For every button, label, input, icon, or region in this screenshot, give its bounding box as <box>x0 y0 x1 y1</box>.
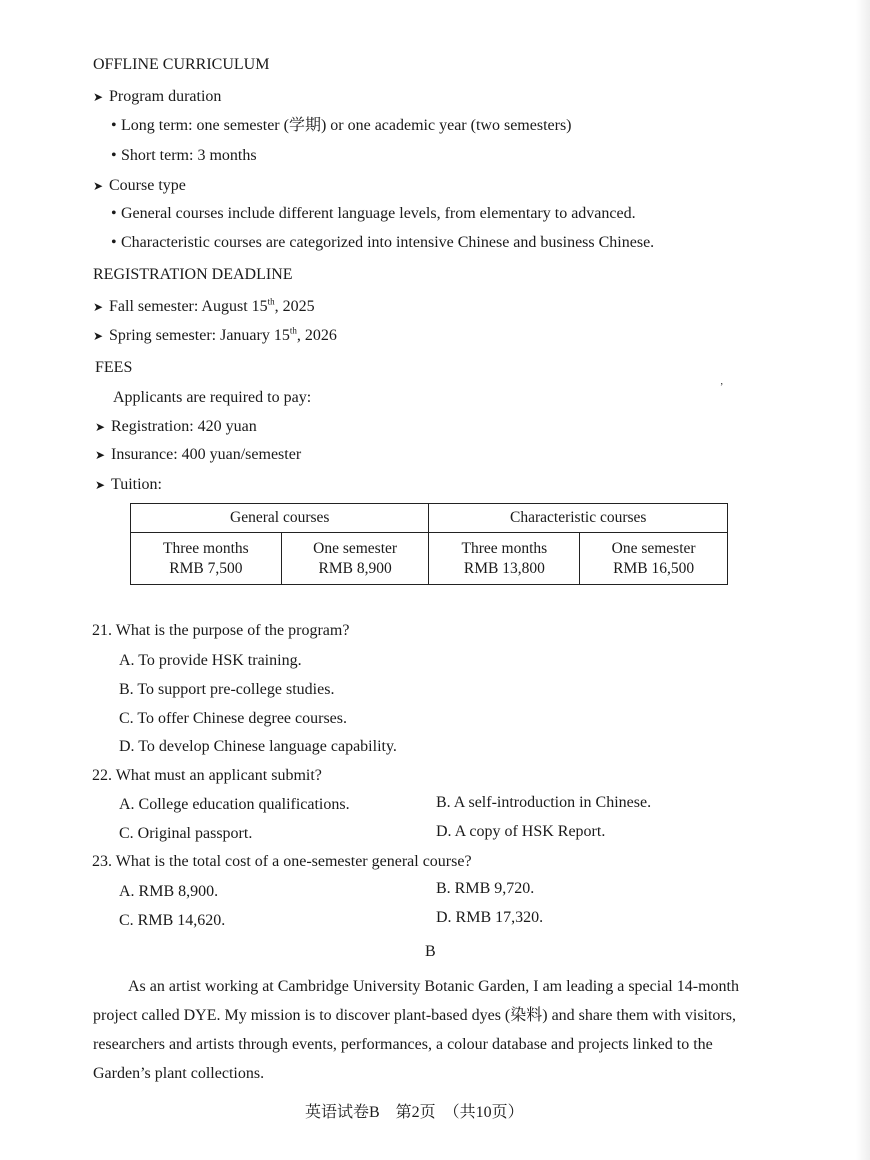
course-type-item <box>93 176 186 196</box>
spring-year: , 2026 <box>296 327 337 344</box>
passage-line-4: Garden’s plant collections. <box>93 1065 265 1082</box>
insurance-fee-item <box>95 445 301 465</box>
tuition-cell <box>580 533 728 585</box>
question-21-option-d[interactable]: D. To develop Chinese language capability. <box>119 738 397 755</box>
section-b-label: B <box>425 943 436 960</box>
tuition-item <box>95 475 162 495</box>
passage-line-1: As an artist working at Cambridge University Botanic Garden, I am leading a special 14-month <box>128 978 739 995</box>
spring-semester-item <box>93 326 337 346</box>
arrow-bullet-icon: ➤ <box>95 448 106 462</box>
arrow-bullet-icon: ➤ <box>93 90 104 104</box>
tuition-price: RMB 13,800 <box>463 559 545 577</box>
general-courses-header: General courses <box>131 504 429 533</box>
long-term-text: Long term: one semester (学期) or one academic year (two semesters) <box>121 117 572 134</box>
question-21-stem: 21. What is the purpose of the program? <box>92 622 350 639</box>
dot-bullet-icon: • <box>111 117 117 134</box>
question-22-option-b[interactable]: B. A self-introduction in Chinese. <box>436 794 652 811</box>
spring-ordinal: th <box>289 325 297 336</box>
arrow-bullet-icon: ➤ <box>95 478 106 492</box>
arrow-bullet-icon: ➤ <box>93 179 104 193</box>
question-22-option-a[interactable]: A. College education qualifications. <box>119 796 350 813</box>
general-courses-item <box>111 204 636 224</box>
question-23-stem: 23. What is the total cost of a one-semester general course? <box>92 853 472 870</box>
arrow-bullet-icon: ➤ <box>95 420 106 434</box>
arrow-bullet-icon: ➤ <box>93 300 104 314</box>
passage-line-3: researchers and artists through events, performances, a colour database and projects linked to the <box>93 1036 713 1053</box>
tuition-period: One semester <box>313 539 398 557</box>
question-22-stem: 22. What must an applicant submit? <box>92 767 322 784</box>
tuition-table-header-row <box>131 504 728 533</box>
question-23-option-a[interactable]: A. RMB 8,900. <box>119 883 219 900</box>
program-duration-item <box>93 87 221 107</box>
fall-year: , 2025 <box>274 298 315 315</box>
spring-semester-text: Spring semester: January 15 <box>109 327 290 344</box>
tuition-price: RMB 8,900 <box>318 559 392 577</box>
registration-fee-item <box>95 417 257 437</box>
program-duration-label: Program duration <box>109 88 222 105</box>
dot-bullet-icon: • <box>111 205 117 222</box>
tuition-price: RMB 16,500 <box>613 559 695 577</box>
tuition-table-price-row <box>131 533 728 585</box>
page-edge-shadow <box>856 0 870 1160</box>
tuition-label: Tuition: <box>111 476 162 493</box>
tuition-table <box>130 503 728 585</box>
insurance-fee-text: Insurance: 400 yuan/semester <box>111 446 302 463</box>
characteristic-courses-text: Characteristic courses are categorized into intensive Chinese and business Chinese. <box>121 234 655 251</box>
tuition-cell <box>131 533 282 585</box>
short-term-text: Short term: 3 months <box>121 147 257 164</box>
long-term-item <box>111 116 572 136</box>
question-21-option-a[interactable]: A. To provide HSK training. <box>119 652 302 669</box>
question-22-option-c[interactable]: C. Original passport. <box>119 825 253 842</box>
question-23-option-c[interactable]: C. RMB 14,620. <box>119 912 226 929</box>
fees-heading: FEES <box>95 359 133 376</box>
question-23-option-d[interactable]: D. RMB 17,320. <box>436 909 544 926</box>
tuition-period: Three months <box>461 539 548 557</box>
characteristic-courses-header: Characteristic courses <box>429 504 728 533</box>
tuition-cell <box>281 533 429 585</box>
question-23-option-b[interactable]: B. RMB 9,720. <box>436 880 535 897</box>
fall-semester-item <box>93 297 315 317</box>
dot-bullet-icon: • <box>111 234 117 251</box>
registration-fee-text: Registration: 420 yuan <box>111 418 257 435</box>
registration-deadline-heading: REGISTRATION DEADLINE <box>93 266 293 283</box>
question-21-option-c[interactable]: C. To offer Chinese degree courses. <box>119 710 347 727</box>
fall-semester-text: Fall semester: August 15 <box>109 298 268 315</box>
general-courses-text: General courses include different language levels, from elementary to advanced. <box>121 205 636 222</box>
passage-line-2: project called DYE. My mission is to discover plant-based dyes (染料) and share them with visitors, <box>93 1007 736 1024</box>
tuition-cell <box>429 533 580 585</box>
characteristic-courses-item <box>111 233 654 253</box>
dot-bullet-icon: • <box>111 147 117 164</box>
tuition-period: Three months <box>163 539 249 557</box>
fall-ordinal: th <box>267 296 275 307</box>
question-22-option-d[interactable]: D. A copy of HSK Report. <box>436 823 606 840</box>
offline-curriculum-heading: OFFLINE CURRICULUM <box>93 56 270 73</box>
tuition-period: One semester <box>611 539 696 557</box>
tuition-price: RMB 7,500 <box>169 559 243 577</box>
question-21-option-b[interactable]: B. To support pre-college studies. <box>119 681 335 698</box>
arrow-bullet-icon: ➤ <box>93 329 104 343</box>
fees-intro: Applicants are required to pay: <box>113 389 312 406</box>
stray-mark: ’ <box>720 382 724 393</box>
short-term-item <box>111 146 257 166</box>
course-type-label: Course type <box>109 177 186 194</box>
page-footer: 英语试卷B 第2页 （共10页） <box>305 1104 524 1121</box>
